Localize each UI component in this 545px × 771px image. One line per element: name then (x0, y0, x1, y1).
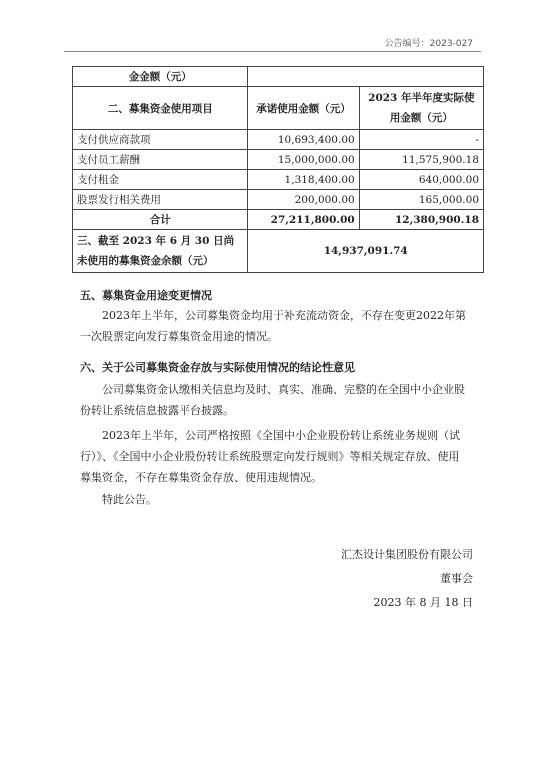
row-item: 支付员工薪酬 (73, 150, 248, 170)
row-actual: 11,575,900.18 (359, 150, 483, 170)
table-row (73, 67, 484, 87)
row-committed: 10,693,400.00 (248, 130, 359, 150)
table-row (73, 190, 484, 210)
column-header-actual: 2023 年半年度实际使用金额（元） (359, 87, 483, 130)
header-divider (64, 51, 481, 52)
section-6-paragraph-1: 公司募集资金认缴相关信息均及时、真实、准确、完整的在全国中小企业股份转让系统信息披露平台披露。 (80, 383, 465, 417)
announcement-number: 公告编号：2023-027 (384, 39, 473, 49)
column-header-item: 二、募集资金使用项目 (73, 87, 248, 130)
signature-company: 汇杰设计集团股份有限公司 (341, 548, 473, 561)
table-remaining-row (73, 230, 484, 273)
table-row (73, 130, 484, 150)
row-item: 支付租金 (73, 170, 248, 190)
column-header-committed: 承诺使用金额（元） (248, 87, 359, 130)
section-6-paragraph-2: 2023年上半年，公司严格按照《全国中小企业股份转让系统业务规则（试行）》、《全国中小企业股份转让系统股票定向发行规则》等相关规定存放、使用募集资金，不存在募集资金存放、使用违规情况。 (80, 429, 460, 484)
row-actual: 165,000.00 (359, 190, 483, 210)
row-committed: 200,000.00 (248, 190, 359, 210)
table-cell-empty (248, 67, 484, 87)
section-6-heading: 六、关于公司募集资金存放与实际使用情况的结论性意见 (80, 361, 355, 374)
table-cell-top-label: 金金额（元） (73, 67, 248, 87)
table-total-row (73, 210, 484, 230)
table-row (73, 150, 484, 170)
total-committed: 27,211,800.00 (248, 210, 359, 230)
fund-usage-table (72, 66, 484, 273)
remaining-label: 三、截至 2023 年 6 月 30 日尚未使用的募集资金余额（元） (73, 230, 248, 273)
signature-board: 董事会 (440, 572, 473, 585)
row-actual: - (359, 130, 483, 150)
total-label: 合计 (73, 210, 248, 230)
row-item: 股票发行相关费用 (73, 190, 248, 210)
section-5-body: 2023年上半年，公司募集资金均用于补充流动资金，不存在变更2022年第一次股票定向发行募集资金用途的情况。 (80, 309, 466, 343)
signature-date: 2023 年 8 月 18 日 (373, 596, 473, 609)
closing-statement: 特此公告。 (102, 493, 157, 506)
row-committed: 1,318,400.00 (248, 170, 359, 190)
table-header-row (73, 87, 484, 130)
remaining-value: 14,937,091.74 (248, 230, 484, 273)
section-5-heading: 五、募集资金用途变更情况 (80, 289, 212, 302)
total-actual: 12,380,900.18 (359, 210, 483, 230)
row-committed: 15,000,000.00 (248, 150, 359, 170)
row-item: 支付供应商款项 (73, 130, 248, 150)
table-row (73, 170, 484, 190)
row-actual: 640,000.00 (359, 170, 483, 190)
